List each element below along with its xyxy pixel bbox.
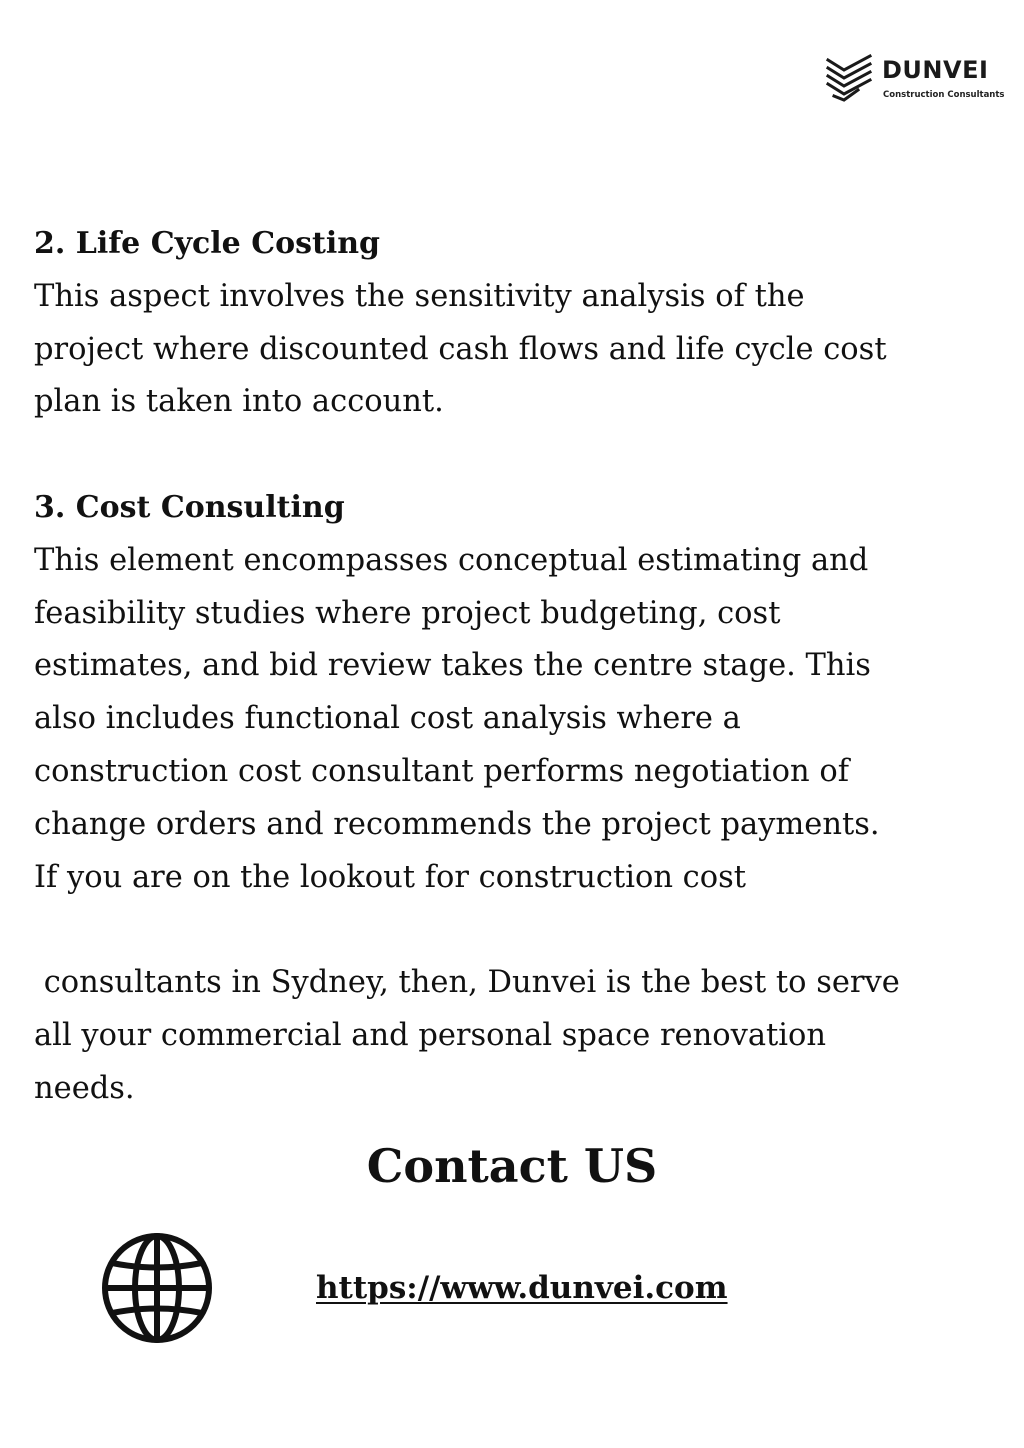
logo-subtitle: Construction Consultants [883, 90, 1005, 100]
globe-icon [98, 1230, 216, 1346]
body-line: estimates, and bid review takes the centre stage. This [34, 648, 871, 684]
body-line: all your commercial and personal space renovation [34, 1017, 827, 1053]
logo-name: DUNVEI [882, 56, 989, 84]
body-line: plan is taken into account. [34, 384, 444, 420]
body-line: This aspect involves the sensitivity analysis of the [34, 278, 805, 314]
website-link[interactable]: https://www.dunvei.com [316, 1270, 728, 1306]
body-line: If you are on the lookout for construction cost [34, 859, 747, 895]
dunvei-logo-mark-icon [824, 52, 876, 102]
contact-title: Contact US [366, 1139, 658, 1193]
body-line: needs. [34, 1070, 135, 1106]
body-line: also includes functional cost analysis where a [34, 701, 741, 737]
dunvei-logo [824, 52, 1005, 108]
body-line: construction cost consultant performs negotiation of [34, 753, 850, 789]
section-heading-life-cycle-costing: 2. Life Cycle Costing [34, 226, 381, 261]
body-line: change orders and recommends the project payments. [34, 806, 880, 842]
body-line: project where discounted cash flows and life cycle cost [34, 331, 887, 367]
paragraph-gap [34, 429, 994, 482]
body-line: consultants in Sydney, then, Dunvei is the best to serve [34, 965, 900, 1001]
section-heading-cost-consulting: 3. Cost Consulting [34, 489, 345, 525]
body-line: feasibility studies where project budgeting, cost [34, 595, 781, 631]
paragraph-gap [34, 904, 994, 957]
body-line: This element encompasses conceptual estimating and [34, 542, 869, 578]
article-body [34, 218, 994, 1116]
